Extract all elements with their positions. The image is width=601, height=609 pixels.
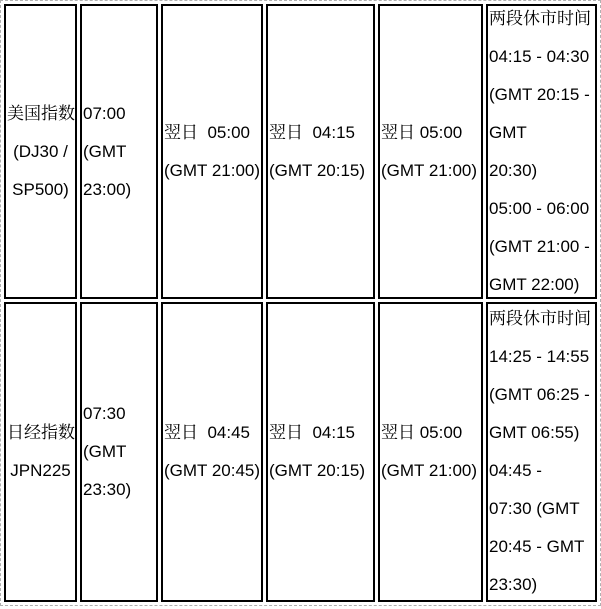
cell-line: 20:45 - GMT <box>489 537 585 556</box>
cell-line: 翌日 04:15 <box>269 423 355 442</box>
cell-line: (GMT <box>83 141 127 161</box>
cell-line: 07:30 (GMT <box>489 499 580 518</box>
table-row-us-index <box>4 4 597 299</box>
cell-line: 美国指数 <box>7 103 75 123</box>
cell-line: 翌日 04:45 <box>164 423 250 442</box>
open-time-cell <box>80 302 158 602</box>
cell-line: 翌日 05:00 <box>381 122 463 142</box>
cell-line: 04:15 - 04:30 <box>489 46 590 66</box>
cell-line: 14:25 - 14:55 <box>489 347 590 366</box>
cell-line: 翌日 05:00 <box>381 423 463 442</box>
table-row-jpn-index <box>4 302 597 602</box>
instrument-name-cell <box>4 4 77 299</box>
cell-line: 07:30 <box>83 404 126 423</box>
trading-hours-table <box>1 1 600 605</box>
close-time-cell-3 <box>378 4 483 299</box>
cell-line: (GMT <box>83 442 127 461</box>
cell-line: 23:00) <box>83 179 132 199</box>
cell-line: 两段休市时间 <box>489 309 591 328</box>
cell-line: SP500) <box>12 179 69 199</box>
cell-line: 翌日 05:00 <box>164 122 250 142</box>
cell-line: (GMT 20:45) <box>164 461 261 480</box>
cell-line: (GMT 21:00) <box>381 160 478 180</box>
close-time-cell-1 <box>161 4 263 299</box>
cell-line: GMT 22:00) <box>489 274 580 294</box>
cell-line: GMT 06:55) <box>489 423 580 442</box>
cell-line: (GMT 21:00 - <box>489 236 590 256</box>
open-time-cell <box>80 4 158 299</box>
cell-line: 两段休市时间 <box>489 8 591 28</box>
break-times-cell <box>486 4 597 299</box>
cell-line: 日经指数 <box>7 423 75 442</box>
cell-line: (DJ30 / <box>13 141 68 161</box>
break-times-cell <box>486 302 597 602</box>
cell-line: (GMT 21:00) <box>164 160 261 180</box>
cell-line: 07:00 <box>83 103 126 123</box>
cell-line: GMT <box>489 122 527 142</box>
close-time-cell-1 <box>161 302 263 602</box>
close-time-cell-3 <box>378 302 483 602</box>
close-time-cell-2 <box>266 302 375 602</box>
close-time-cell-2 <box>266 4 375 299</box>
cell-line: 23:30) <box>83 480 132 499</box>
cell-line: (GMT 20:15) <box>269 461 366 480</box>
cell-line: 23:30) <box>489 575 538 594</box>
cell-line: 05:00 - 06:00 <box>489 198 590 218</box>
cell-line: (GMT 20:15) <box>269 160 366 180</box>
cell-line: 04:45 - <box>489 461 542 480</box>
cell-line: (GMT 21:00) <box>381 461 478 480</box>
cell-line: (GMT 20:15 - <box>489 84 590 104</box>
cell-line: JPN225 <box>10 461 71 480</box>
cell-line: 翌日 04:15 <box>269 122 355 142</box>
instrument-name-cell <box>4 302 77 602</box>
cell-line: 20:30) <box>489 160 538 180</box>
cell-line: (GMT 06:25 - <box>489 385 590 404</box>
